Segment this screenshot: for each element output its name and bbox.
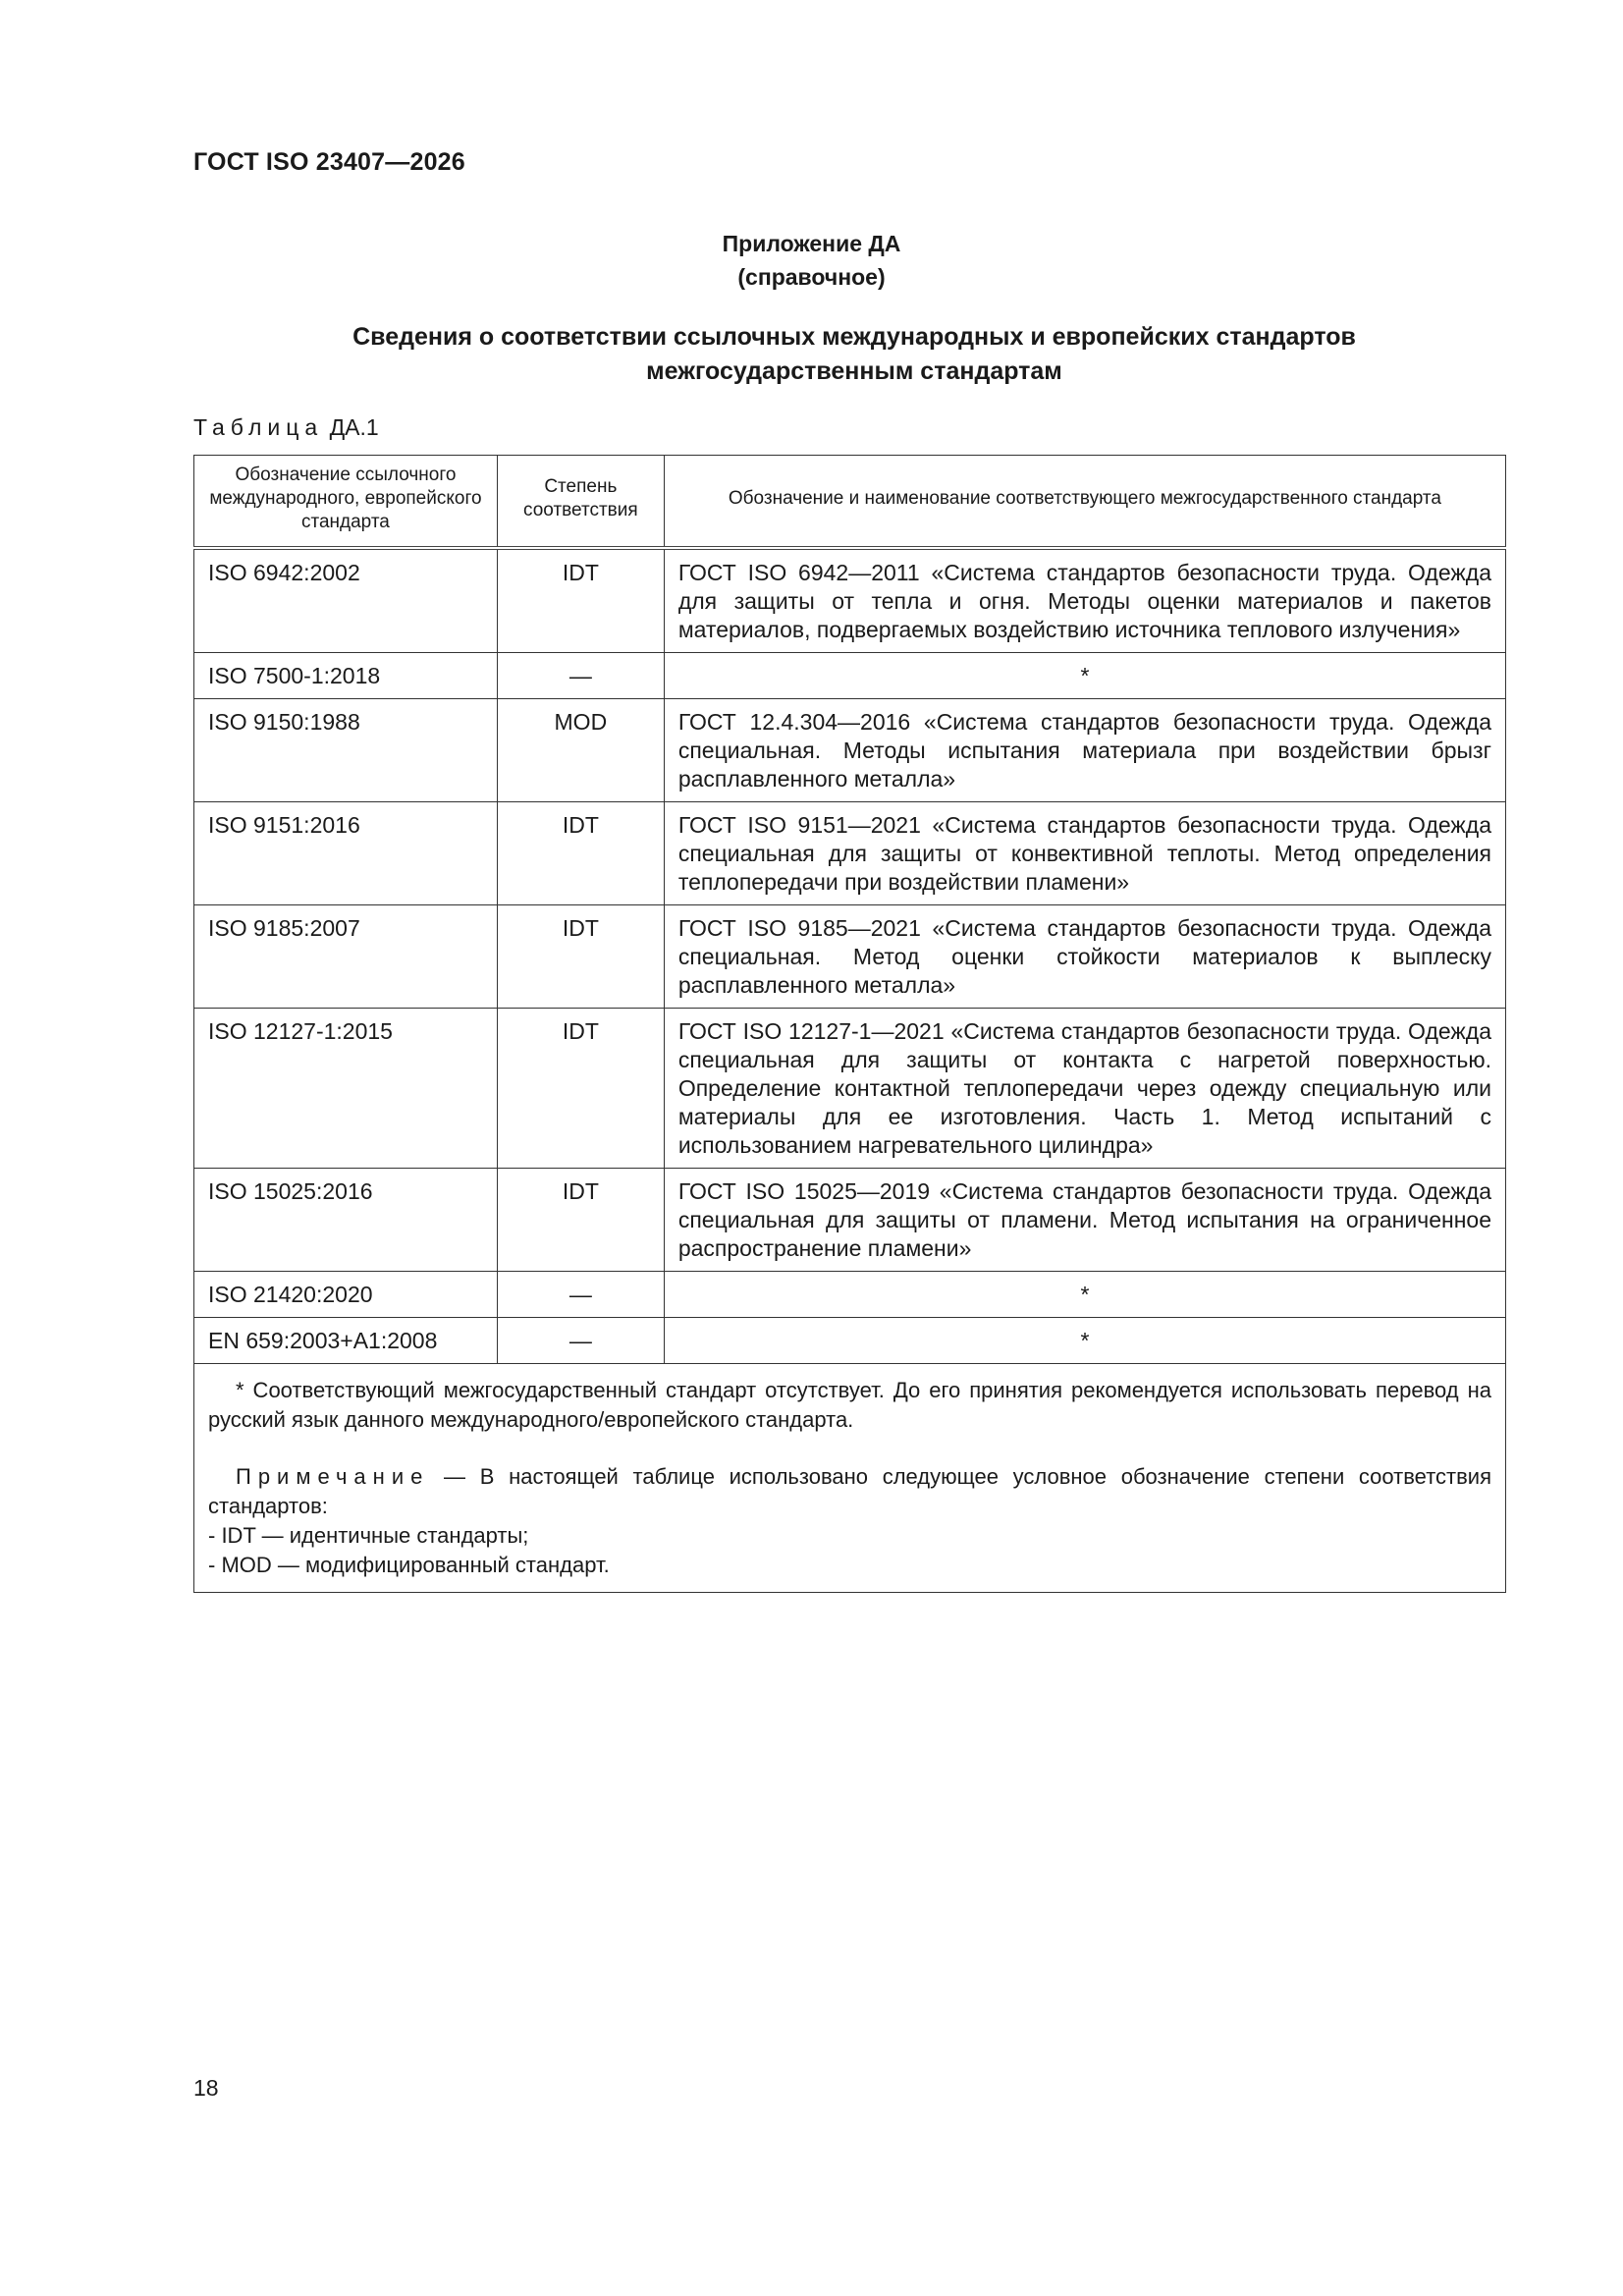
table-header-row (194, 456, 1506, 549)
cell-degree: IDT (497, 1009, 664, 1169)
note-label: Примечание (236, 1464, 430, 1489)
note-item-mod: - MOD — модифицированный стандарт. (208, 1553, 610, 1577)
cell-standard: ISO 6942:2002 (194, 548, 498, 653)
cell-description: ГОСТ ISO 9185—2021 «Система стандартов безопасности труда. Одежда специальная. Метод оценки стойкости материалов к выплеску расплавленного металла» (664, 905, 1505, 1009)
cell-degree: — (497, 1272, 664, 1318)
cell-description: ГОСТ ISO 15025—2019 «Система стандартов безопасности труда. Одежда специальная для защиты от пламени. Метод испытания на ограниченное распространение пламени» (664, 1169, 1505, 1272)
appendix-heading (0, 227, 1623, 294)
cell-description: * (664, 1318, 1505, 1364)
table-row (194, 548, 1506, 653)
section-title (275, 320, 1434, 389)
document-code: ГОСТ ISO 23407—2026 (193, 148, 465, 176)
cell-degree: MOD (497, 699, 664, 802)
cell-description: ГОСТ ISO 12127-1—2021 «Система стандартов безопасности труда. Одежда специальная для защиты от контакта с нагретой поверхностью. Определение контактной теплопередачи через одежду специальную или материалы для ее изготовления. Часть 1. Метод испытаний с использованием нагревательного цилиндра» (664, 1009, 1505, 1169)
page-number: 18 (193, 2075, 219, 2101)
cell-standard: ISO 9185:2007 (194, 905, 498, 1009)
cell-standard: ISO 12127-1:2015 (194, 1009, 498, 1169)
section-title-line-2: межгосударственным стандартам (646, 357, 1062, 385)
note-item-idt: - IDT — идентичные стандарты; (208, 1523, 529, 1548)
table-row (194, 1169, 1506, 1272)
table-notes-row (194, 1364, 1506, 1593)
cell-description: * (664, 653, 1505, 699)
cell-standard: ISO 21420:2020 (194, 1272, 498, 1318)
header-reference-standard: Обозначение ссылочного международного, европейского стандарта (194, 456, 498, 549)
table-note (208, 1462, 1491, 1521)
table-row (194, 1318, 1506, 1364)
table-row (194, 1272, 1506, 1318)
table-label-word: Таблица (193, 414, 324, 440)
cell-description: ГОСТ ISO 6942—2011 «Система стандартов безопасности труда. Одежда для защиты от тепла и огня. Методы оценки материалов и пакетов материалов, подвергаемых воздействию источника теплового излучения» (664, 548, 1505, 653)
cell-standard: ISO 7500-1:2018 (194, 653, 498, 699)
cell-degree: IDT (497, 802, 664, 905)
section-title-line-1: Сведения о соответствии ссылочных международных и европейских стандартов (352, 323, 1356, 351)
cell-degree: — (497, 653, 664, 699)
appendix-subtitle: (справочное) (737, 264, 886, 290)
appendix-title: Приложение ДА (722, 231, 901, 256)
cell-standard: ISO 9150:1988 (194, 699, 498, 802)
table-label (193, 414, 379, 441)
table-label-number: ДА.1 (329, 414, 379, 440)
cell-standard: ISO 15025:2016 (194, 1169, 498, 1272)
table-row (194, 1009, 1506, 1169)
table-notes (194, 1364, 1506, 1593)
table-footnote: * Соответствующий межгосударственный стандарт отсутствует. До его принятия рекомендуется использовать перевод на русский язык данного международного/европейского стандарта. (208, 1378, 1491, 1432)
table-row (194, 905, 1506, 1009)
note-text: — В настоящей таблице использовано следующее условное обозначение степени соответствия стандартов: (208, 1464, 1491, 1518)
cell-standard: ISO 9151:2016 (194, 802, 498, 905)
table-row (194, 802, 1506, 905)
header-interstate-standard: Обозначение и наименование соответствующего межгосударственного стандарта (664, 456, 1505, 549)
cell-description: * (664, 1272, 1505, 1318)
cell-degree: IDT (497, 905, 664, 1009)
correspondence-table (193, 455, 1506, 1593)
cell-degree: — (497, 1318, 664, 1364)
cell-degree: IDT (497, 548, 664, 653)
cell-standard: EN 659:2003+A1:2008 (194, 1318, 498, 1364)
cell-description: ГОСТ ISO 9151—2021 «Система стандартов безопасности труда. Одежда специальная для защиты от конвективной теплоты. Метод определения теплопередачи при воздействии пламени» (664, 802, 1505, 905)
table-row (194, 653, 1506, 699)
cell-description: ГОСТ 12.4.304—2016 «Система стандартов безопасности труда. Одежда специальная. Методы испытания материала при воздействии брызг расплавленного металла» (664, 699, 1505, 802)
header-degree: Степень соответствия (497, 456, 664, 549)
cell-degree: IDT (497, 1169, 664, 1272)
table-row (194, 699, 1506, 802)
